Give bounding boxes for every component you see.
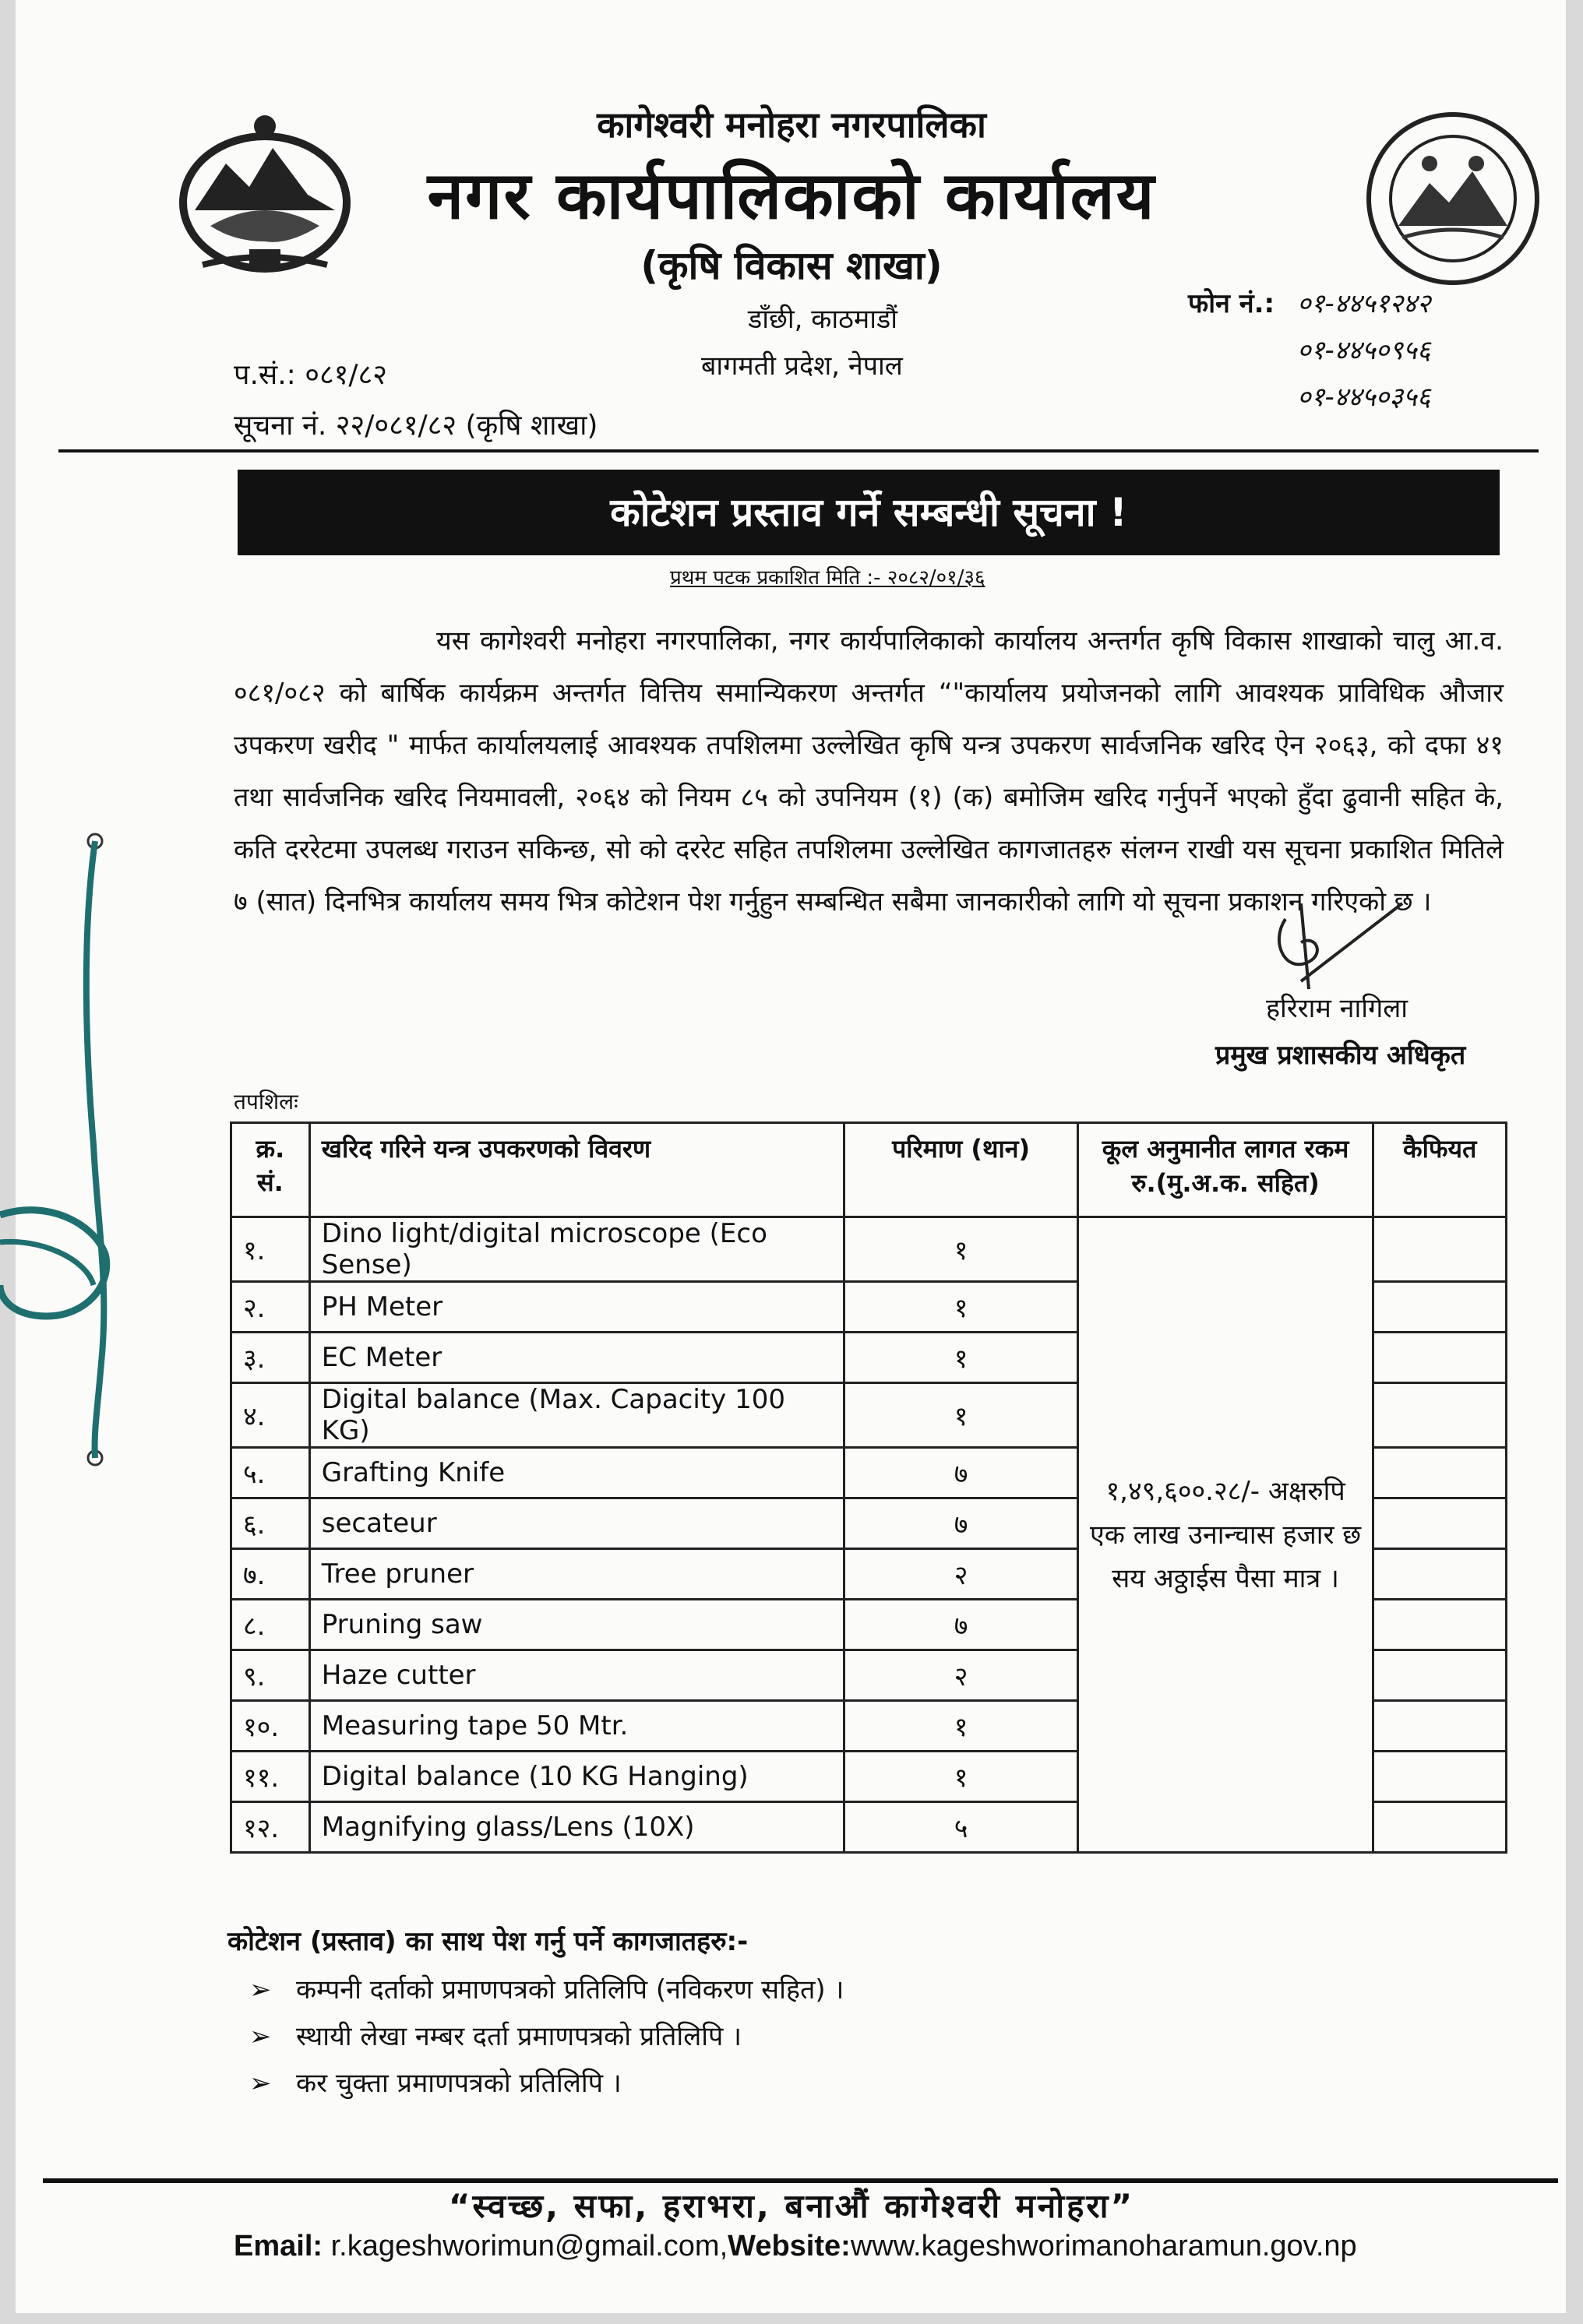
header-sn: क्र. सं. (231, 1123, 310, 1217)
cell-remarks (1373, 1549, 1507, 1600)
cell-quantity: ७ (844, 1498, 1077, 1549)
cell-description: Tree pruner (309, 1549, 844, 1600)
arrow-bullet-icon: ➢ (249, 2021, 272, 2052)
reference-number: प.सं.: ०८१/८२ (234, 359, 387, 391)
cell-remarks (1373, 1650, 1507, 1701)
header-quantity: परिमाण (थान) (844, 1123, 1077, 1217)
cell-total-cost: १,४९,६००.२८/- अक्षरुपि एक लाख उनान्चास हजार छ सय अठ्ठाईस पैसा मात्र । (1077, 1217, 1373, 1853)
notice-title-banner: कोटेशन प्रस्ताव गर्ने सम्बन्धी सूचना ! (238, 470, 1500, 555)
document-text: कम्पनी दर्ताको प्रमाणपत्रको प्रतिलिपि (नविकरण सहित) । (296, 1974, 844, 2005)
cell-sn: ३. (231, 1333, 310, 1383)
cell-description: Pruning saw (309, 1600, 844, 1650)
header-cost: कूल अनुमानीत लागत रकम रु.(मु.अ.क. सहित) (1077, 1123, 1373, 1217)
municipality-name: कागेश्वरी मनोहरा नगरपालिका (597, 104, 986, 146)
document-text: स्थायी लेखा नम्बर दर्ता प्रमाणपत्रको प्रतिलिपि । (296, 2021, 742, 2052)
email-label: Email: (234, 2230, 323, 2262)
cell-quantity: १ (844, 1383, 1077, 1448)
phone-number: ०१-४४५०३५६ (1297, 382, 1431, 413)
header-description: खरिद गरिने यन्त्र उपकरणको विवरण (309, 1123, 844, 1217)
cell-description: Grafting Knife (309, 1448, 844, 1498)
cell-sn: ११. (231, 1752, 310, 1802)
notice-number: सूचना नं. २२/०८१/८२ (कृषि शाखा) (234, 410, 598, 442)
table-header-row (231, 1123, 1507, 1217)
cell-sn: ७. (231, 1549, 310, 1600)
cell-quantity: ५ (844, 1802, 1077, 1853)
cell-description: EC Meter (309, 1333, 844, 1383)
required-documents-title: कोटेशन (प्रस्ताव) का साथ पेश गर्नु पर्ने कागजातहरु:- (227, 1926, 749, 1957)
cell-remarks (1373, 1383, 1507, 1448)
email-address[interactable]: r.kageshworimun@gmail.com, (330, 2230, 728, 2262)
phone-label: फोन नं.: (1188, 288, 1275, 319)
cell-remarks (1373, 1448, 1507, 1498)
cell-sn: ४. (231, 1383, 310, 1448)
branch-name: (कृषि विकास शाखा) (640, 243, 943, 288)
cell-description: Digital balance (10 KG Hanging) (309, 1752, 844, 1802)
arrow-bullet-icon: ➢ (249, 2068, 272, 2099)
cell-quantity: २ (844, 1549, 1077, 1600)
cell-description: Measuring tape 50 Mtr. (309, 1701, 844, 1752)
cell-quantity: २ (844, 1650, 1077, 1701)
cell-quantity: ७ (844, 1448, 1077, 1498)
arrow-bullet-icon: ➢ (249, 1974, 272, 2005)
website-label: Website: (728, 2230, 851, 2262)
cell-quantity: ७ (844, 1600, 1077, 1650)
cell-remarks (1373, 1701, 1507, 1752)
cell-quantity: १ (844, 1701, 1077, 1752)
website-url[interactable]: www.kageshworimanoharamun.gov.np (850, 2230, 1357, 2262)
required-document-item (249, 1970, 844, 2006)
cell-description: Magnifying glass/Lens (10X) (309, 1802, 844, 1853)
address-line-1: डाँछी, काठमाडौं (748, 304, 898, 335)
cell-sn: ६. (231, 1498, 310, 1549)
cell-description: Haze cutter (309, 1650, 844, 1701)
header-remarks: कैफियत (1373, 1123, 1507, 1217)
cell-remarks (1373, 1217, 1507, 1282)
cell-quantity: १ (844, 1217, 1077, 1282)
cell-quantity: १ (844, 1333, 1077, 1383)
office-title: नगर कार्यपालिकाको कार्यालय (427, 157, 1156, 234)
cell-sn: ५. (231, 1448, 310, 1498)
cell-sn: ९. (231, 1650, 310, 1701)
signer-designation: प्रमुख प्रशासकीय अधिकृत (1215, 1040, 1466, 1071)
table-row (231, 1217, 1507, 1282)
header-divider (58, 449, 1539, 452)
equipment-table (230, 1122, 1507, 1854)
cell-description: Dino light/digital microscope (Eco Sense) (309, 1217, 844, 1282)
required-document-item (249, 2064, 622, 2100)
footer-contact (234, 2230, 1357, 2263)
cell-sn: २. (231, 1282, 310, 1333)
cell-remarks (1373, 1333, 1507, 1383)
table-caption: तपशिलः (234, 1089, 298, 1114)
cell-description: PH Meter (309, 1282, 844, 1333)
phone-number: ०१-४४५०९५६ (1297, 335, 1431, 366)
cell-quantity: १ (844, 1752, 1077, 1802)
phone-number: ०१-४४५१२४२ (1297, 288, 1431, 319)
cell-sn: १. (231, 1217, 310, 1282)
cell-remarks (1373, 1802, 1507, 1853)
document-text: कर चुक्ता प्रमाणपत्रको प्रतिलिपि । (296, 2068, 622, 2099)
cell-remarks (1373, 1282, 1507, 1333)
cell-quantity: १ (844, 1282, 1077, 1333)
cell-sn: ८. (231, 1600, 310, 1650)
address-line-2: बागमती प्रदेश, नेपाल (701, 350, 903, 382)
signer-name: हरिराम नागिला (1266, 993, 1408, 1024)
cell-remarks (1373, 1752, 1507, 1802)
required-document-item (249, 2017, 742, 2053)
cell-remarks (1373, 1600, 1507, 1650)
signature-icon (1254, 888, 1410, 997)
cell-description: Digital balance (Max. Capacity 100 KG) (309, 1383, 844, 1448)
published-date: प्रथम पटक प्रकाशित मिति :- २०८२/०१/३६ (670, 566, 985, 590)
cell-sn: १२. (231, 1802, 310, 1853)
cell-sn: १०. (231, 1701, 310, 1752)
cell-remarks (1373, 1498, 1507, 1549)
cell-description: secateur (309, 1498, 844, 1549)
notice-body: यस कागेश्वरी मनोहरा नगरपालिका, नगर कार्यपालिकाको कार्यालय अन्तर्गत कृषि विकास शाखाको चालु आ.व. ०८१/०८२ को बार्षिक कार्यक्रम अन्तर्गत वित्तिय समान्यिकरण अन्तर्गत “"कार्यालय प्रयोजनको लागि आवश्यक प्राविधिक औजार उपकरण खरीद " मार्फत कार्यालयलाई आवश्यक तपशिलमा उल्लेखित कृषि यन्त्र उपकरण सार्वजनिक खरिद ऐन २०६३, को दफा ४१ तथा सार्वजनिक खरिद नियमावली, २०६४ को नियम ८५ को उपनियम (१) (क) बमोजिम खरिद गर्नुपर्ने भएको हुँदा ढुवानी सहित के, कति दररेटमा उपलब्ध गराउन सकिन्छ, सो को दररेट सहित तपशिलमा उल्लेखित कागजातहरु संलग्न राखी यस सूचना प्रकाशित मितिले ७ (सात) दिनभित्र कार्यालय समय भित्र कोटेशन पेश गर्नुहुन सम्बन्धित सबैमा जानकारीको लागि यो सूचना प्रकाशन गरिएको छ । (234, 625, 1504, 917)
footer-slogan: “स्वच्छ, सफा, हराभरा, बनाऔं कागेश्वरी मनोहरा” (448, 2187, 1135, 2225)
binding-string (0, 818, 125, 1519)
